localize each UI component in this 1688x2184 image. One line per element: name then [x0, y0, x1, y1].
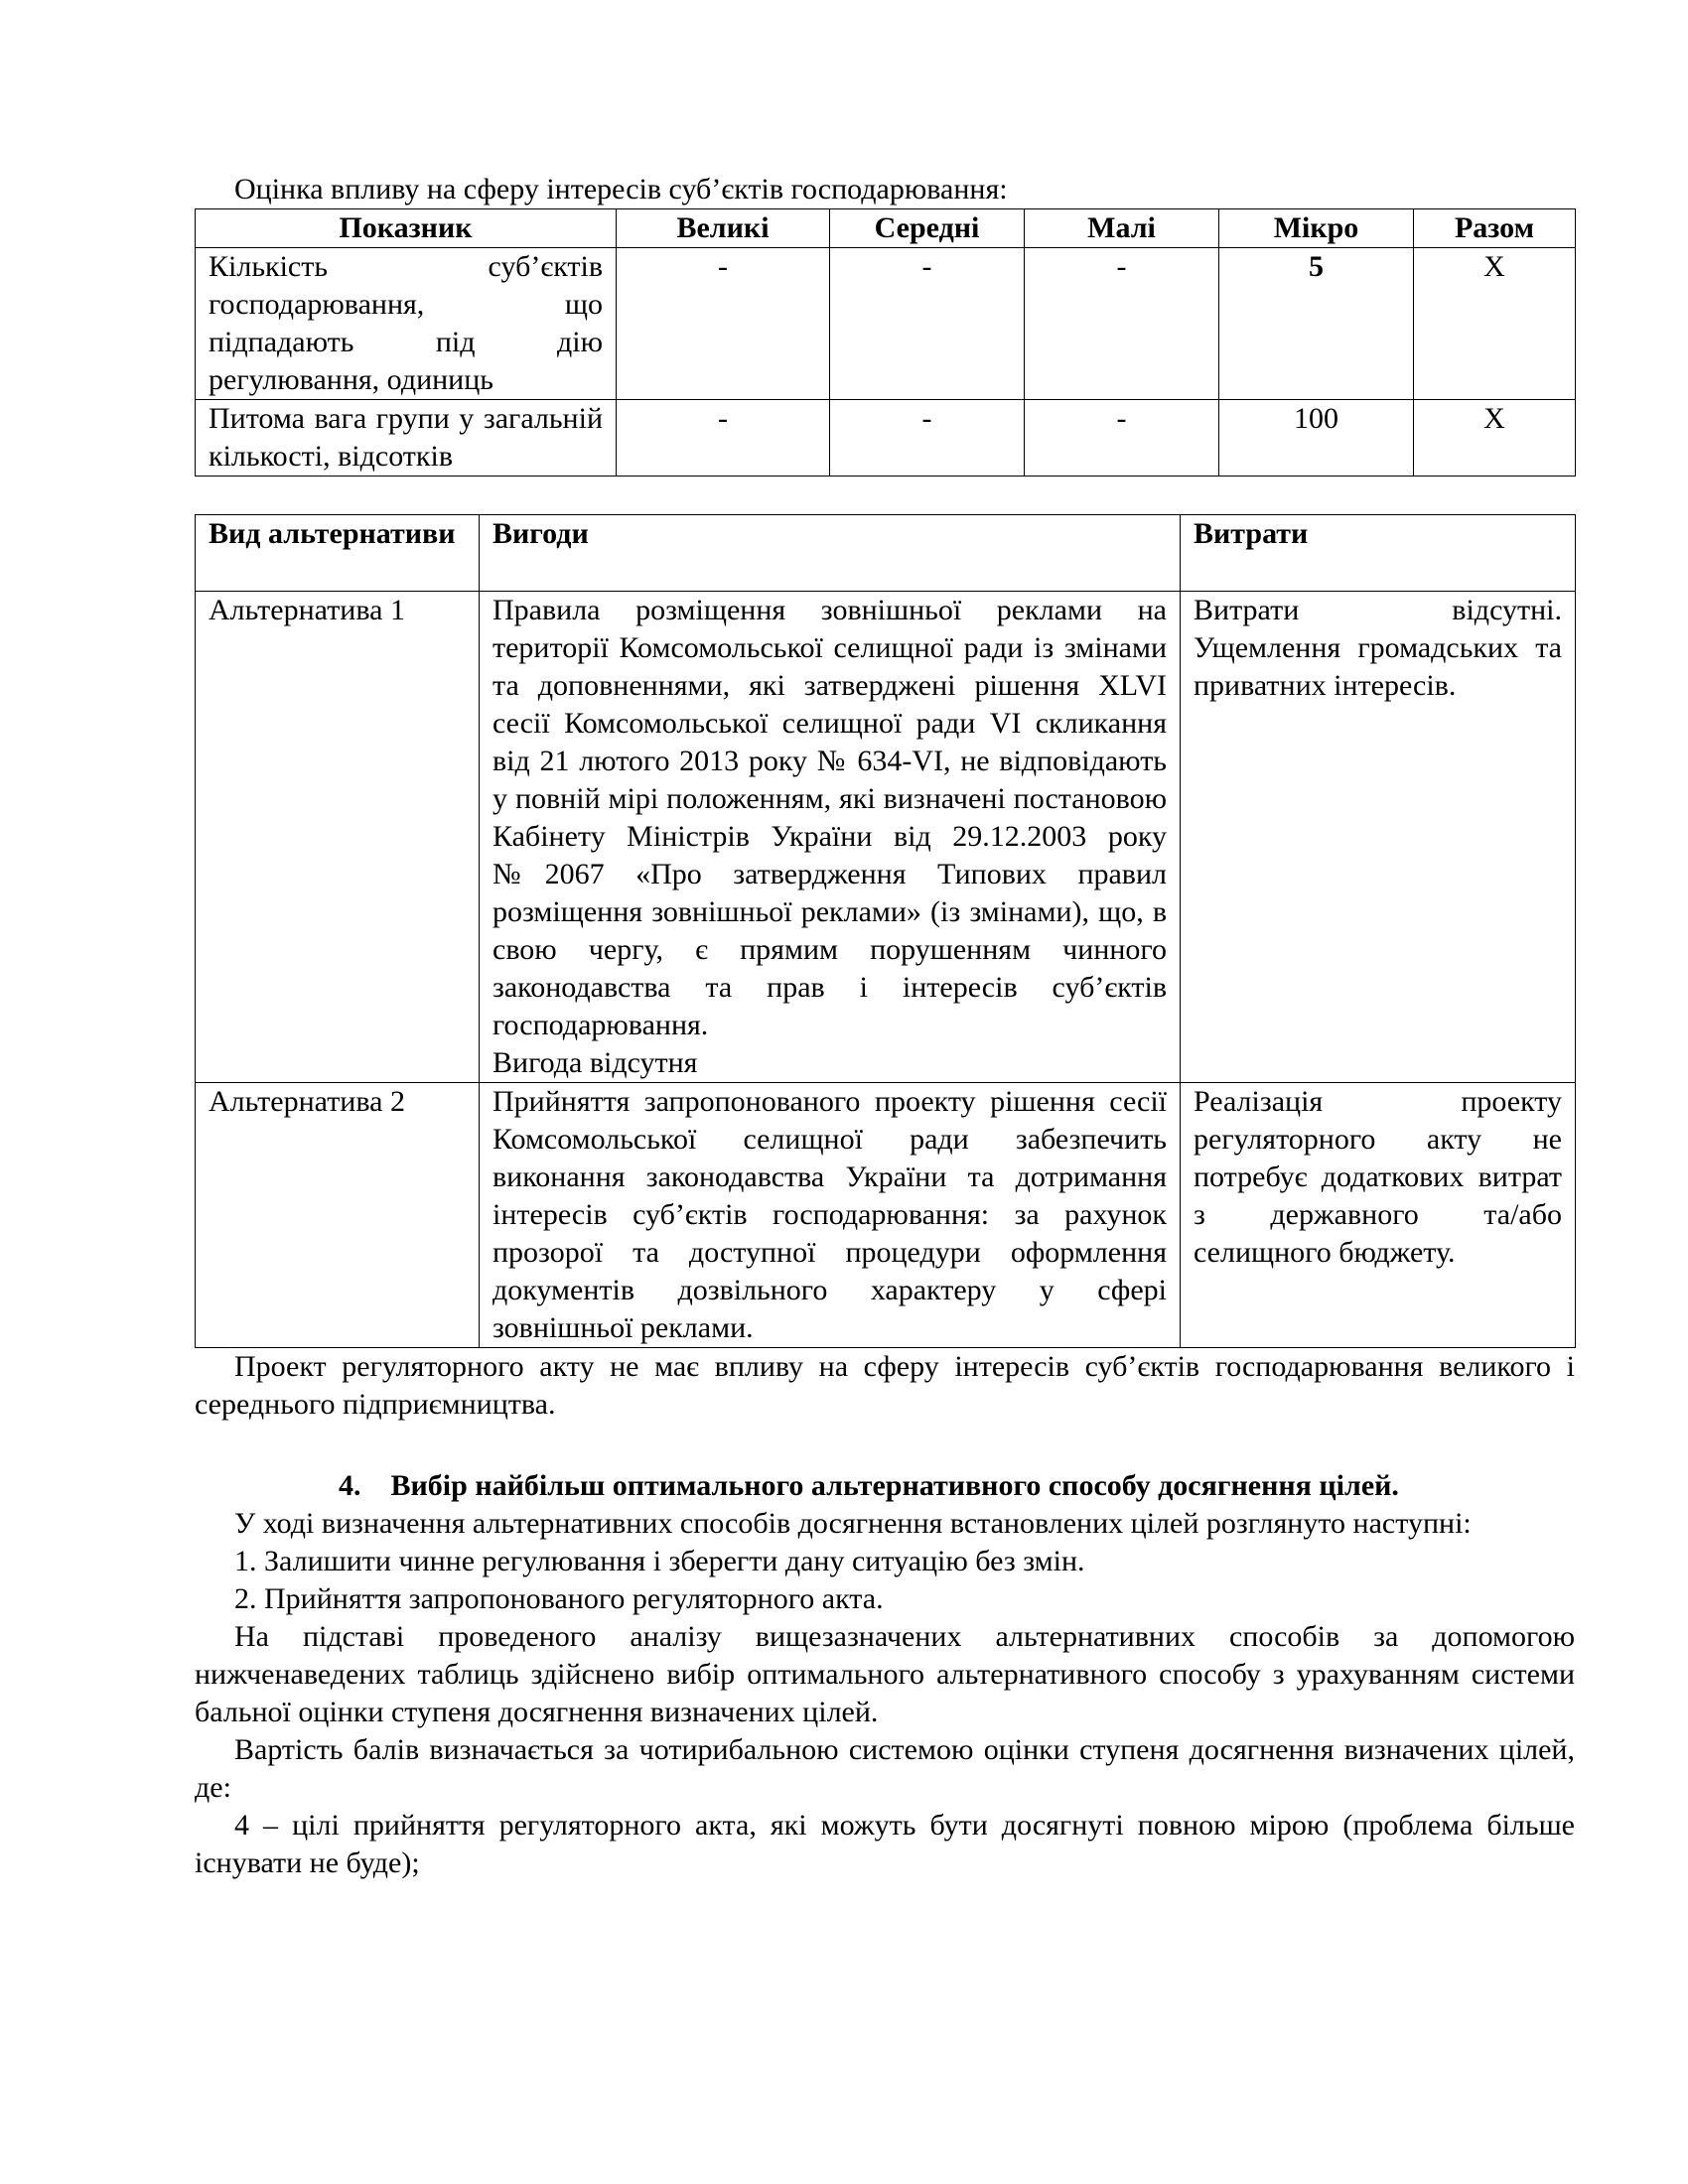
cell-total: Х: [1414, 400, 1576, 477]
cell-micro: 100: [1219, 400, 1414, 477]
header-micro: Мікро: [1219, 209, 1414, 248]
paragraph: Вартість балів визначається за чотирибальною системою оцінки ступеня досягнення визначених цілей, де:: [195, 1733, 1575, 1804]
cell-large: -: [617, 248, 830, 400]
list-item: 2. Прийняття запропонованого регуляторного акта.: [234, 1582, 884, 1615]
cell-total: Х: [1414, 248, 1576, 400]
paragraph: У ході визначення альтернативних способів досягнення встановлених цілей розглянуто наступні:: [234, 1507, 1472, 1540]
alternative-benefits: [480, 592, 1181, 1083]
alternative-costs: Витрати відсутні. Ущемлення громадських та приватних інтересів.: [1181, 592, 1576, 1083]
alternatives-table-header: [196, 515, 1576, 592]
header-large: Великі: [617, 209, 830, 248]
cell-large: -: [617, 400, 830, 477]
table-row: [196, 1083, 1576, 1348]
alternative-benefits: [480, 1083, 1181, 1348]
header-benefits: Вигоди: [480, 515, 1181, 592]
cell-small: -: [1025, 400, 1219, 477]
row-label: Кількість суб’єктів господарювання, що підпадають під дію регулювання, одиниць: [196, 248, 617, 400]
table1-caption: Оцінка впливу на сферу інтересів суб’єктів господарювання:: [234, 173, 1008, 205]
cell-micro: 5: [1219, 248, 1414, 400]
alternatives-table: [195, 514, 1576, 1348]
table-row: [196, 592, 1576, 1083]
after-table-paragraph: Проект регуляторного акту не має впливу на сферу інтересів суб’єктів господарювання великого і середнього підприємництва.: [195, 1350, 1575, 1421]
benefits-text: Прийняття запропонованого проекту рішення сесії Комсомольської селищної ради забезпечить виконання законодавства України та дотримання інтересів суб’єктів господарювання: за рахунок прозорої та доступної процедури оформлення документів дозвільного характеру у сфері зовнішньої реклами.: [492, 1085, 1167, 1344]
cell-small: -: [1025, 248, 1219, 400]
cell-medium: -: [830, 248, 1025, 400]
alternative-costs: Реалізація проекту регуляторного акту не потребує додаткових витрат з державного та/або селищного бюджету.: [1181, 1083, 1576, 1348]
document-page: [195, 171, 1575, 1882]
header-small: Малі: [1025, 209, 1219, 248]
impact-table-header: [196, 209, 1576, 248]
section-number: 4.: [339, 1469, 361, 1502]
section-heading: [195, 1467, 1575, 1505]
section-title: Вибір найбільш оптимального альтернативного способу досягнення цілей.: [390, 1469, 1399, 1502]
paragraph: На підставі проведеного аналізу вищезазначених альтернативних способів за допомогою нижченаведених таблиць здійснено вибір оптимального альтернативного способу з урахуванням системи бальної оцінки ступеня досягнення визначених цілей.: [195, 1620, 1575, 1728]
benefits-text: Правила розміщення зовнішньої реклами на території Комсомольської селищної ради із змінами та доповненнями, які затверджені рішення XLVI сесії Комсомольської селищної ради VI скликання від 21 лютого 2013 року № 634-VI, не відповідають у повній мірі положенням, які визначені постановою Кабінету Міністрів України від 29.12.2003 року №2067 «Про затвердження Типових правил розміщення зовнішньої реклами» (із змінами), що, в свою чергу, є прямим порушенням чинного законодавства та прав і інтересів суб’єктів господарювання.: [492, 594, 1167, 1041]
alternative-name: Альтернатива 1: [196, 592, 480, 1083]
cell-medium: -: [830, 400, 1025, 477]
header-indicator: Показник: [196, 209, 617, 248]
benefits-note: Вигода відсутня: [492, 1046, 698, 1079]
list-item: 1. Залишити чинне регулювання і зберегти дану ситуацію без змін.: [234, 1545, 1085, 1577]
row-label: Питома вага групи у загальній кількості, відсотків: [196, 400, 617, 477]
impact-table: [195, 208, 1576, 477]
paragraph: 4 – цілі прийняття регуляторного акта, які можуть бути досягнуті повною мірою (проблема більше існувати не буде);: [195, 1809, 1575, 1879]
header-medium: Середні: [830, 209, 1025, 248]
header-costs: Витрати: [1181, 515, 1576, 592]
table-row: [196, 248, 1576, 400]
alternative-name: Альтернатива 2: [196, 1083, 480, 1348]
header-alternative-type: Вид альтернативи: [196, 515, 480, 592]
table-row: [196, 400, 1576, 477]
header-total: Разом: [1414, 209, 1576, 248]
